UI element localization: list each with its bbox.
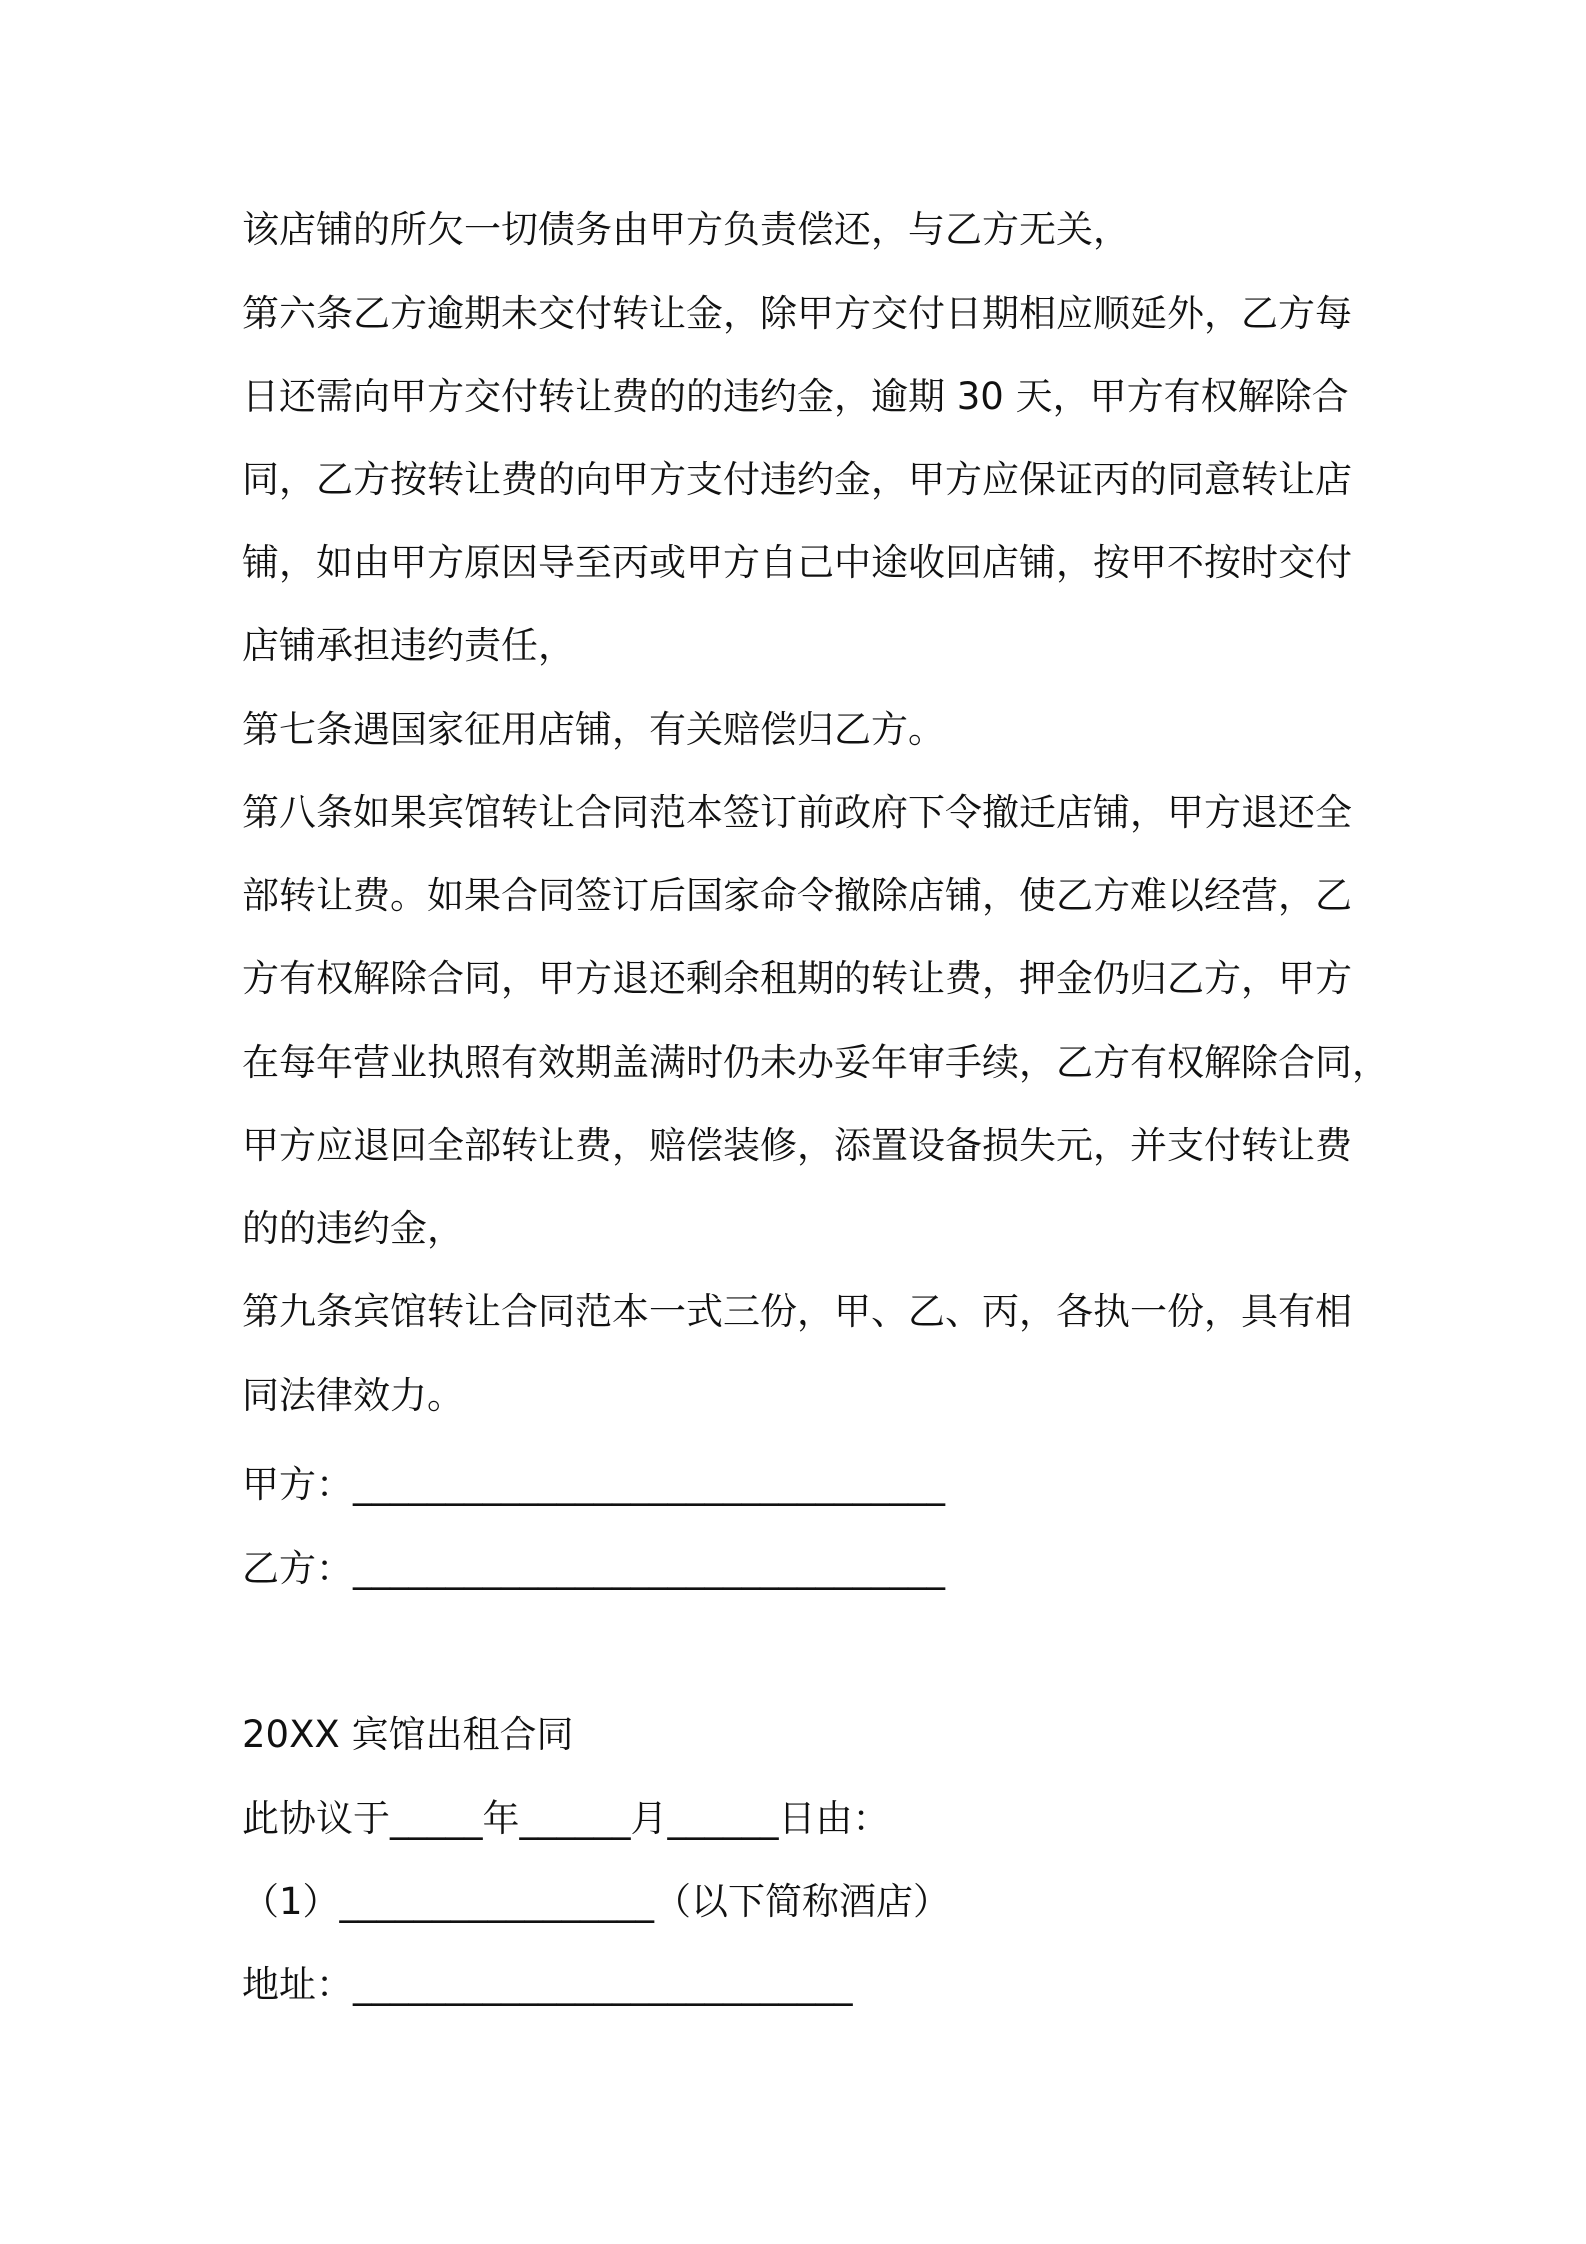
party-a-signature-line: 甲方：________________________________ bbox=[242, 1463, 945, 1506]
paragraph-line: 方有权解除合同，甲方退还剩余租期的转让费，押金仍归乙方，甲方 bbox=[242, 957, 1352, 1000]
paragraph-line: 同法律效力。 bbox=[242, 1374, 464, 1417]
article-7-line: 第七条遇国家征用店铺，有关赔偿归乙方。 bbox=[242, 708, 945, 751]
paragraph-line: 该店铺的所欠一切债务由甲方负责偿还，与乙方无关， bbox=[242, 208, 1130, 251]
contract-heading: 20XX 宾馆出租合同 bbox=[242, 1713, 574, 1756]
paragraph-line: 日还需向甲方交付转让费的的违约金，逾期 30 天，甲方有权解除合 bbox=[242, 375, 1349, 418]
address-line: 地址：___________________________ bbox=[242, 1963, 853, 2006]
party-one-line: （1）_________________（以下简称酒店） bbox=[242, 1880, 951, 1923]
paragraph-line: 铺，如由甲方原因导至丙或甲方自己中途收回店铺，按甲不按时交付 bbox=[242, 541, 1352, 584]
article-9-line: 第九条宾馆转让合同范本一式三份，甲、乙、丙，各执一份，具有相 bbox=[242, 1290, 1352, 1333]
article-8-line: 第八条如果宾馆转让合同范本签订前政府下令撤迁店铺，甲方退还全 bbox=[242, 791, 1352, 834]
agreement-date-line: 此协议于_____年______月______日由： bbox=[242, 1797, 890, 1840]
paragraph-line: 部转让费。如果合同签订后国家命令撤除店铺，使乙方难以经营，乙 bbox=[242, 874, 1352, 917]
paragraph-line: 的的违约金， bbox=[242, 1207, 464, 1250]
paragraph-line: 店铺承担违约责任， bbox=[242, 624, 575, 667]
party-b-signature-line: 乙方：________________________________ bbox=[242, 1547, 945, 1590]
article-6-line: 第六条乙方逾期未交付转让金，除甲方交付日期相应顺延外，乙方每 bbox=[242, 292, 1352, 335]
paragraph-line: 在每年营业执照有效期盖满时仍未办妥年审手续，乙方有权解除合同， bbox=[242, 1041, 1389, 1084]
paragraph-line: 同，乙方按转让费的向甲方支付违约金，甲方应保证丙的同意转让店 bbox=[242, 458, 1352, 501]
paragraph-line: 甲方应退回全部转让费，赔偿装修，添置设备损失元，并支付转让费 bbox=[242, 1124, 1352, 1167]
